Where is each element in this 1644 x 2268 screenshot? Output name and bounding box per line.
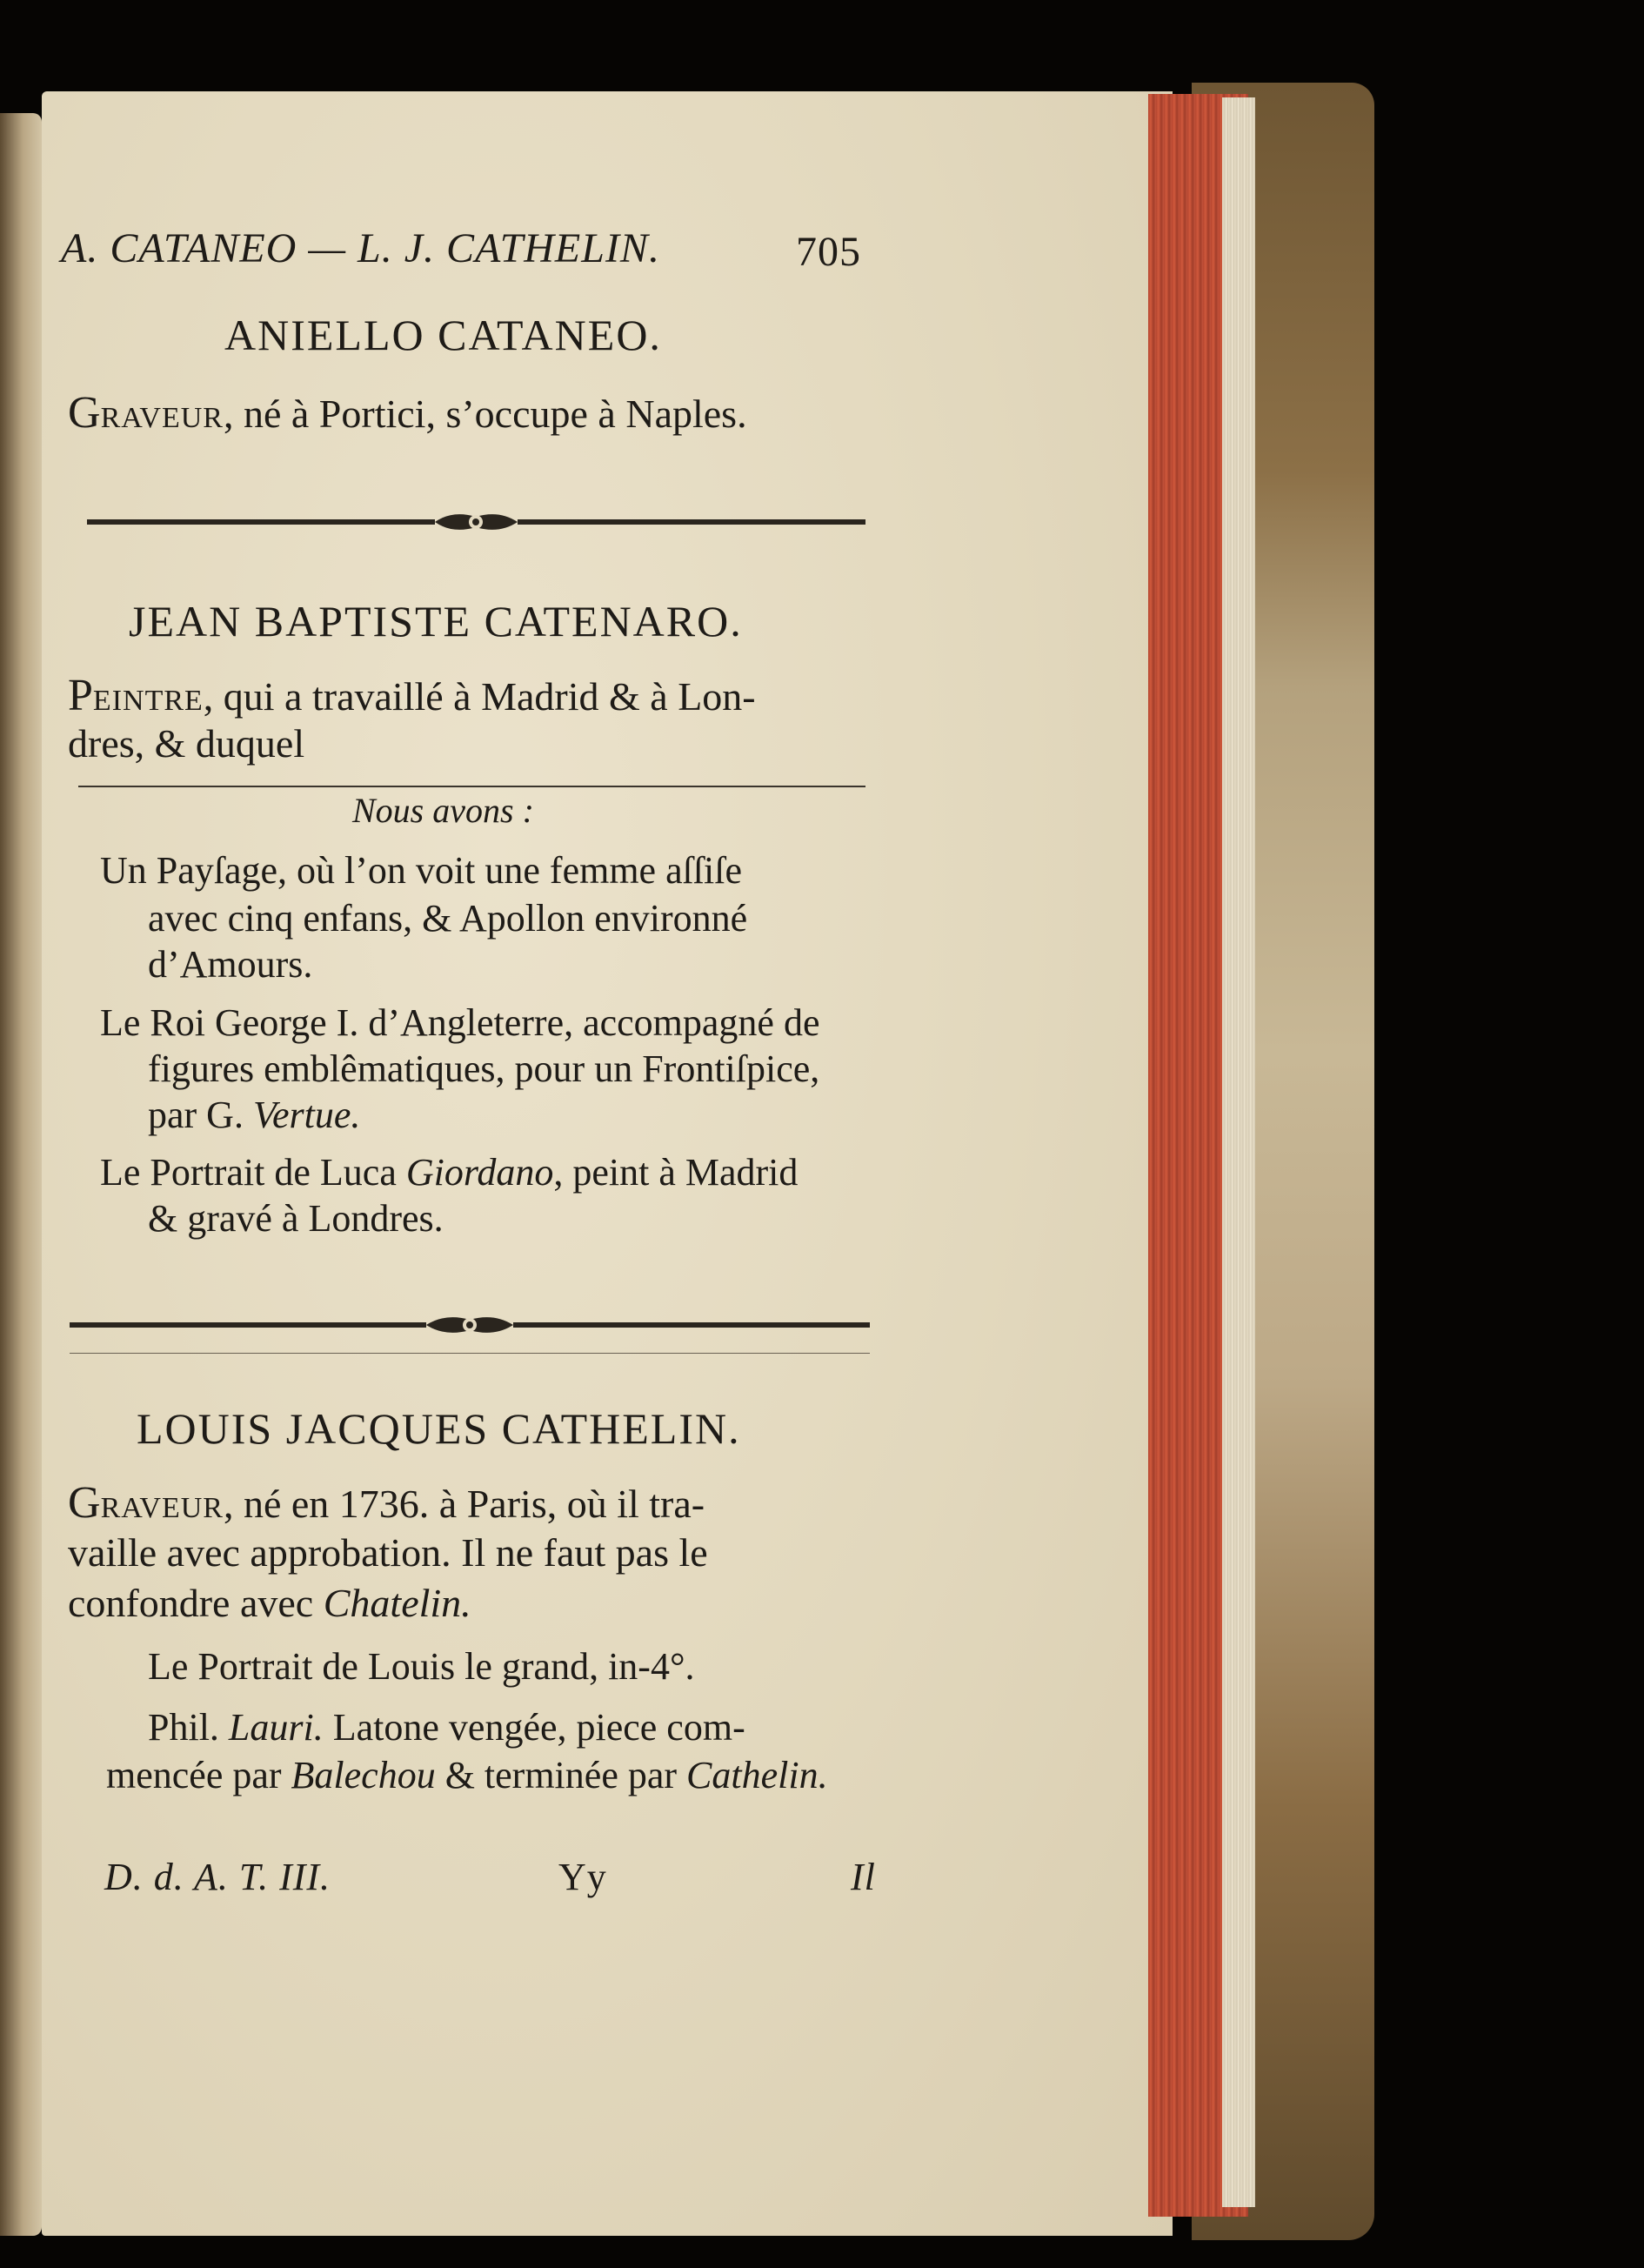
entry-text-cathelin-line2: vaille avec approbation. Il ne faut pas le: [68, 1530, 708, 1575]
running-head: A. CATANEO — L. J. CATHELIN.: [61, 225, 660, 271]
entry-name-cathelin: LOUIS JACQUES CATHELIN.: [137, 1404, 741, 1453]
ornament-rule: [87, 505, 865, 539]
catalogue-item-continued: avec cinq enfans, & Apollon environné: [148, 897, 748, 940]
item-text: Phil.: [148, 1706, 229, 1749]
role-word: RAVEUR: [100, 1492, 224, 1524]
entry-text: confondre avec: [68, 1581, 324, 1625]
page-number: 705: [796, 229, 861, 275]
entry-name-cataneo: ANIELLO CATANEO.: [224, 311, 662, 359]
entry-text-catenaro-line2: dres, & duquel: [68, 721, 305, 766]
gathering-mark: Yy: [558, 1856, 607, 1898]
item-text: , peint à Madrid: [553, 1151, 799, 1194]
divider: [70, 1353, 870, 1354]
entry-text-cathelin-line3: [68, 1580, 471, 1626]
catalogue-item: [148, 1705, 745, 1750]
artist-name: Chatelin.: [323, 1581, 471, 1625]
item-text: & terminée par: [435, 1754, 687, 1796]
artist-name: Cathelin.: [686, 1754, 828, 1796]
catalogue-item: Le Portrait de Louis le grand, in-4°.: [148, 1645, 695, 1688]
catalogue-item-continued: [106, 1753, 828, 1797]
nous-avons-heading: Nous avons :: [352, 791, 534, 830]
artist-name: Balechou: [291, 1754, 436, 1796]
item-text: par G.: [148, 1094, 253, 1136]
entry-name-catenaro: JEAN BAPTISTE CATENARO.: [129, 597, 743, 646]
drop-initial: G: [68, 388, 101, 438]
entry-text-catenaro-line1: [68, 670, 756, 721]
entry-text: , né en 1736. à Paris, où il tra-: [223, 1482, 705, 1526]
entry-text-cataneo: [68, 387, 747, 438]
artist-name: Vertue.: [252, 1094, 361, 1136]
catalogue-item: Un Payſage, où l’on voit une femme aſſiſe: [100, 849, 743, 892]
previous-page-edge: [0, 113, 42, 2236]
catalogue-item-continued: d’Amours.: [148, 943, 313, 986]
catchword: Il: [851, 1856, 876, 1898]
entry-text: , qui a travaillé à Madrid & à Lon-: [203, 674, 756, 719]
ornament-rule: [70, 1308, 870, 1342]
drop-initial: P: [68, 671, 93, 720]
divider: [78, 786, 865, 787]
artist-name: Lauri.: [228, 1706, 324, 1749]
role-word: EINTRE: [92, 685, 204, 717]
item-text: Le Portrait de Luca: [100, 1151, 406, 1194]
item-text: Latone vengée, piece com-: [323, 1706, 745, 1749]
catalogue-item: Le Roi George I. d’Angleterre, accompagné de: [100, 1001, 820, 1044]
catalogue-item: [100, 1150, 798, 1194]
page-block-edge: [1222, 97, 1255, 2207]
role-word: RAVEUR: [100, 402, 224, 434]
entry-text-cathelin-line1: [68, 1477, 705, 1529]
item-text: mencée par: [106, 1754, 291, 1796]
drop-initial: G: [68, 1478, 101, 1528]
catalogue-item-continued: [148, 1093, 360, 1137]
catalogue-item-continued: & gravé à Londres.: [148, 1197, 444, 1240]
entry-text: , né à Portici, s’occupe à Naples.: [223, 391, 747, 436]
catalogue-item-continued: figures emblêmatiques, pour un Frontiſpice,: [148, 1047, 820, 1090]
artist-name: Giordano: [405, 1151, 554, 1194]
signature-mark: D. d. A. T. III.: [104, 1856, 331, 1898]
